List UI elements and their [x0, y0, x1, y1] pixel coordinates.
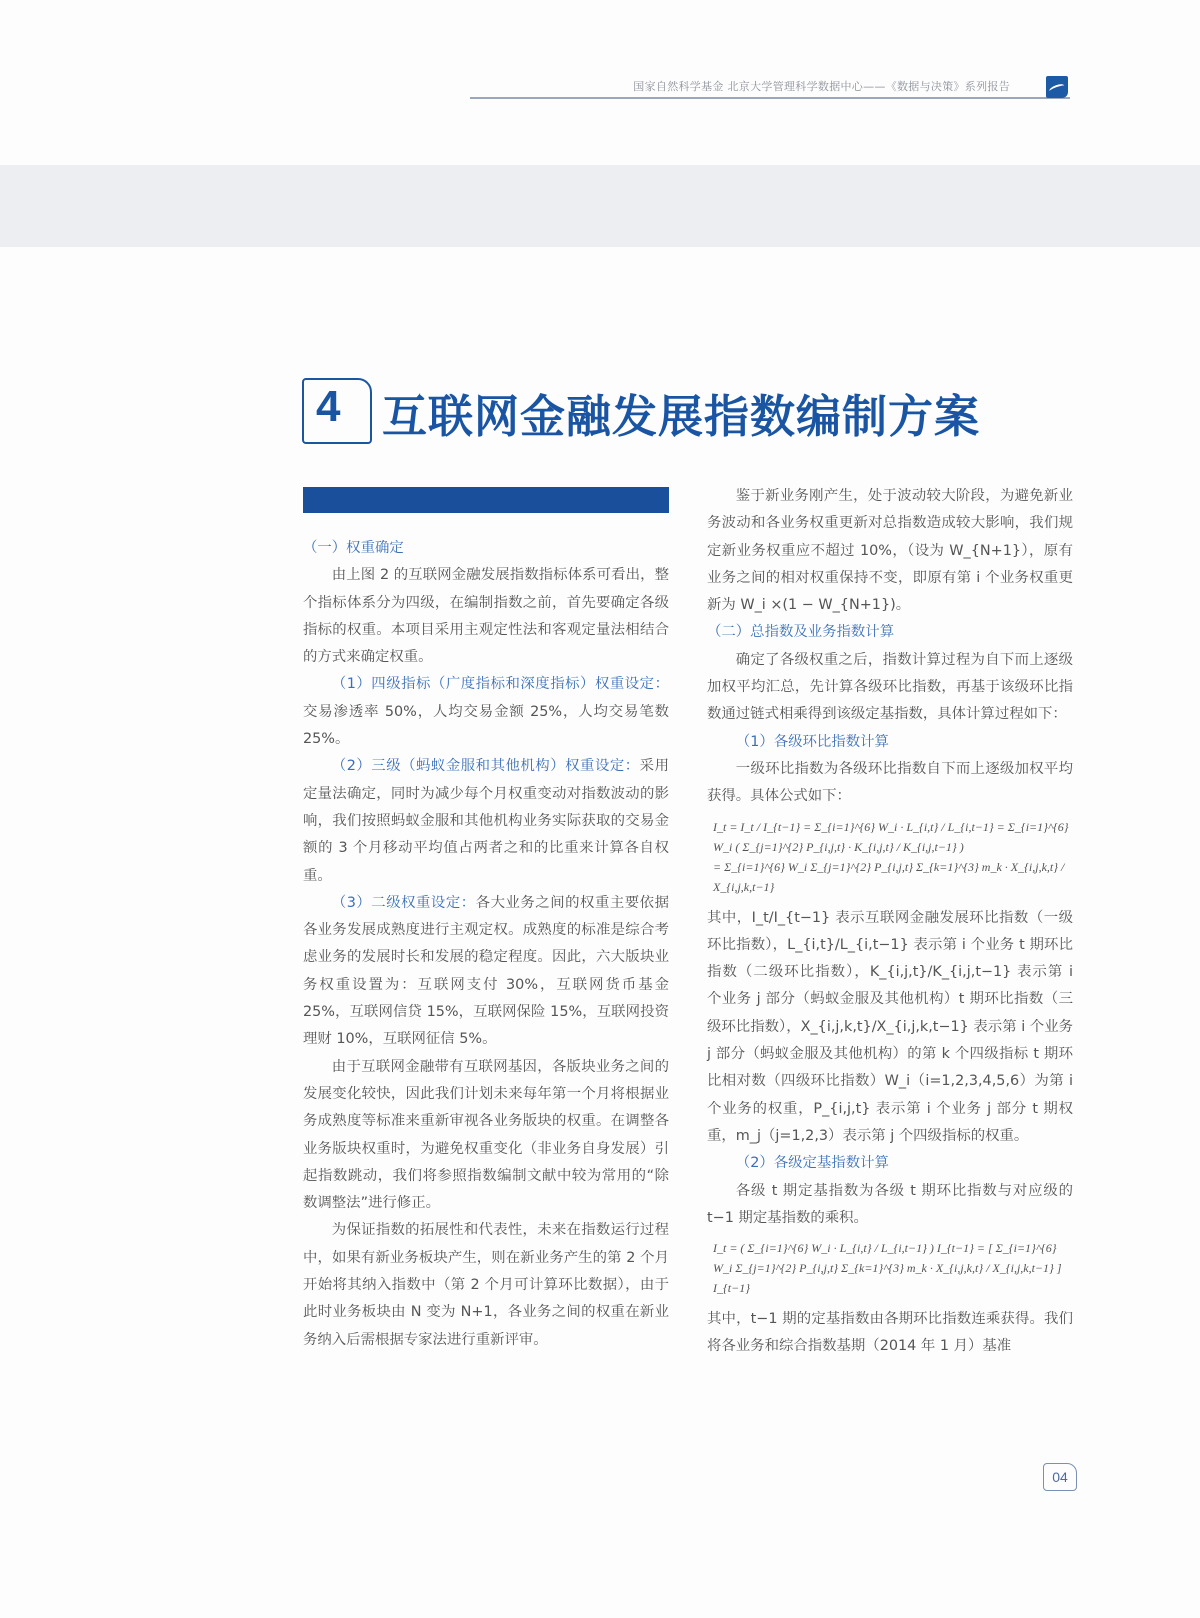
chapter-title: 互联网金融发展指数编制方案 [382, 390, 981, 443]
report-logo-icon [1046, 76, 1068, 98]
paragraph: 由上图 2 的互联网金融发展指数指标体系可看出，整个指标体系分为四级，在编制指数之前，首先要确定各级指标的权重。本项目采用主观定性法和客观定量法相结合的方式来确定权重。 [303, 567, 669, 666]
paragraph: 为保证指数的拓展性和代表性，未来在指数运行过程中，如果有新业务板块产生，则在新业务产生的第 2 个月开始将其纳入指数中（第 2 个月可计算环比数据），由于此时业务板块由 N 变为 N+1，各业务之间的权重在新业务纳入后需根据专家法进行重新评审。 [303, 1222, 669, 1348]
item-text: 交易渗透率 50%，人均交易金额 25%，人均交易笔数 25%。 [303, 703, 669, 748]
chapter-number: 4 [316, 382, 341, 431]
subheading-chain-index: （1）各级环比指数计算 [735, 733, 889, 750]
paragraph-item-1 [303, 671, 669, 753]
paragraph: 其中，I_t/I_{t−1} 表示互联网金融发展环比指数（一级环比指数），L_{i,t}/L_{i,t−1} 表示第 i 个业务 t 期环比指数（二级环比指数），K_{i,j,t}/K_{i,j,t−1} 表示第 i 个业务 j 部分（蚂蚁金服及其他机构）t 期环比指数（三级环比指数），X_{i,j,k,t}/X_{i,j,k,t−1} 表示第 i 个业务 j 部分（蚂蚁金服及其他机构）的第 k 个四级指标 t 期环比相对数（四级环比指数）W_i（i=1,2,3,4,5,6）为第 i 个业务的权重，P_{i,j,t} 表示第 i 个业务 j 部分 t 期权重，m_j（j=1,2,3）表示第 j 个四级指标的权重。 [707, 909, 1073, 1144]
decorative-band [0, 165, 1200, 247]
left-column [303, 535, 669, 1354]
section-heading-index-calc: （二）总指数及业务指数计算 [707, 624, 895, 641]
item-label: （2）三级（蚂蚁金服和其他机构）权重设定： [331, 758, 640, 775]
paragraph-item-3 [303, 890, 669, 1054]
item-text: 采用定量法确定，同时为减少每个月权重变动对指数波动的影响，我们按照蚂蚁金服和其他机构业务实际获取的交易金额的 3 个月移动平均值占两者之和的比重来计算各自权重。 [303, 758, 669, 884]
paragraph: 鉴于新业务刚产生，处于波动较大阶段，为避免新业务波动和各业务权重更新对总指数造成较大影响，我们规定新业务权重应不超过 10%，（设为 W_{N+1}），原有业务之间的相对权重保持不变，即原有第 i 个业务权重更新为 W_i ×(1 − W_{N+1})。 [707, 488, 1073, 614]
page-number: 04 [1043, 1463, 1077, 1491]
right-column [707, 483, 1073, 1361]
formula-chain-index [713, 817, 1073, 897]
paragraph: 其中，t−1 期的定基指数由各期环比指数连乘获得。我们将各业务和综合指数基期（2014 年 1 月）基准 [707, 1311, 1073, 1355]
paragraph-item-2 [303, 753, 669, 889]
item-label: （1）四级指标（广度指标和深度指标）权重设定： [331, 676, 669, 693]
formula-line: = Σ_{i=1}^{6} W_i Σ_{j=1}^{2} P_{i,j,t} Σ_{k=1}^{3} m_k · X_{i,j,k,t} / X_{i,j,k,t−1} [713, 859, 1065, 894]
running-title: 国家自然科学基金 北京大学管理科学数据中心——《数据与决策》系列报告 [633, 80, 1010, 93]
paragraph: 一级环比指数为各级环比指数自下而上逐级加权平均获得。具体公式如下： [707, 760, 1073, 805]
item-text: 各大业务之间的权重主要依据各业务发展成熟度进行主观定权。成熟度的标准是综合考虑业务的发展时长和发展的稳定程度。因此，六大版块业务权重设置为：互联网支付 30%，互联网货币基金 25%，互联网信贷 15%，互联网保险 15%，互联网投资理财 10%，互联网征信 5%。 [303, 894, 669, 1048]
header-rule [470, 97, 1070, 99]
paragraph: 各级 t 期定基指数为各级 t 期环比指数与对应级的 t−1 期定基指数的乘积。 [707, 1182, 1073, 1226]
formula-fixed-base-index: I_t = ( Σ_{i=1}^{6} W_i · L_{i,t} / L_{i,t−1} ) I_{t−1} = [ Σ_{i=1}^{6} W_i Σ_{j=1}^{2} P_{i,j,t} Σ_{k=1}^{3} m_k · X_{i,j,k,t} / X_{i,j,k,t−1} ] I_{t−1} [713, 1241, 1062, 1296]
item-label: （3）二级权重设定： [331, 894, 476, 911]
section-heading-weights: （一）权重确定 [303, 540, 404, 556]
paragraph: 由于互联网金融带有互联网基因，各版块业务之间的发展变化较快，因此我们计划未来每年第一个月将根据业务成熟度等标准来重新审视各业务版块的权重。在调整各业务版块权重时，为避免权重变化（非业务自身发展）引起指数跳动，我们将参照指数编制文献中较为常用的“除数调整法”进行修正。 [303, 1058, 669, 1212]
formula-line: I_t = I_t / I_{t−1} = Σ_{i=1}^{6} W_i · L_{i,t} / L_{i,t−1} = Σ_{i=1}^{6} W_i ( Σ_{j=1}^{2} P_{i,j,t} · K_{i,j,t} / K_{i,j,t−1} ) [713, 819, 1069, 854]
section-bar [303, 487, 669, 513]
paragraph: 确定了各级权重之后，指数计算过程为自下而上逐级加权平均汇总，先计算各级环比指数，再基于该级环比指数通过链式相乘得到该级定基指数，具体计算过程如下： [707, 651, 1073, 723]
subheading-fixed-base-index: （2）各级定基指数计算 [735, 1155, 889, 1172]
